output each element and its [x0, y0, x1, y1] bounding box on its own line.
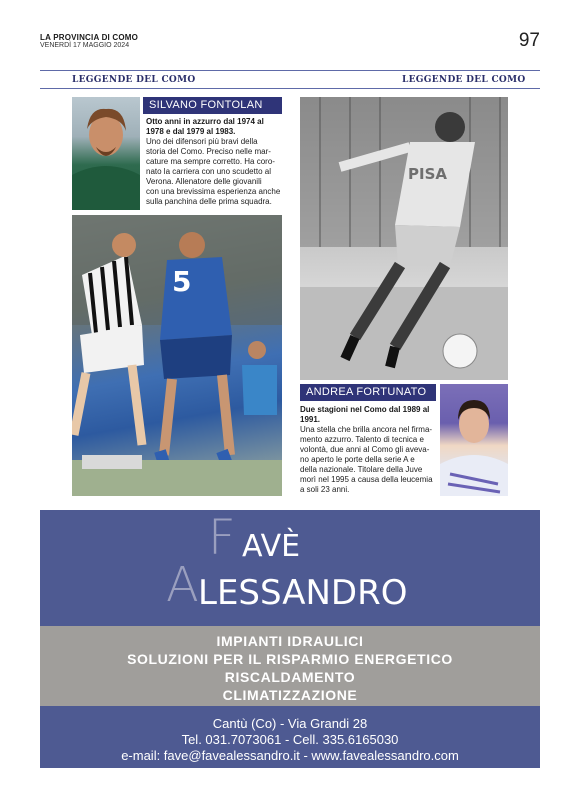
match-action-illustration — [72, 215, 282, 496]
fontolan-text-line: sulla panchina delle prima squadra. — [146, 197, 272, 206]
fortunato-text-line: a soli 23 anni. — [300, 485, 350, 494]
ad-phones: Tel. 031.7073061 - Cell. 335.6165030 — [181, 732, 399, 747]
fontolan-subtitle-line: Otto anni in azzurro dal 1974 al — [146, 117, 264, 126]
top-rule — [40, 70, 540, 71]
section-rule — [40, 88, 540, 89]
fontolan-portrait-photo — [72, 97, 140, 210]
fortunato-text-line: morì nel 1995 a causa della leucemia — [300, 475, 433, 484]
ad-service-line: CLIMATIZZAZIONE — [222, 687, 358, 703]
fontolan-text-line: cature ma sempre corretto. Ha coro- — [146, 157, 275, 166]
fontolan-text-line: Uno dei difensori più bravi della — [146, 137, 258, 146]
fontolan-subtitle-line: 1978 e dal 1979 al 1983. — [146, 127, 236, 136]
fortunato-text-line: Una stella che brilla ancora nel firma- — [300, 425, 433, 434]
portrait-illustration — [440, 384, 508, 496]
fortunato-text-line: della nazionale. Titolare della Juve — [300, 465, 423, 474]
fortunato-portrait-photo — [440, 384, 508, 496]
fontolan-text-line: storia del Como. Preciso nelle mar- — [146, 147, 271, 156]
ad-logo-word-lessandro: LESSANDRO — [198, 573, 408, 613]
fortunato-action-photo — [300, 97, 508, 380]
fortunato-action-illustration — [300, 97, 508, 380]
fontolan-text-line: Verona. Allenatore delle giovanili — [146, 177, 262, 186]
fortunato-bio — [300, 405, 440, 495]
ad-service-line: RISCALDAMENTO — [224, 669, 356, 685]
fortunato-text-line: mento azzurro. Talento di tecnica e — [300, 435, 424, 444]
fortunato-text-line: volontà, due anni al Como gli aveva- — [300, 445, 430, 454]
publication-name: LA PROVINCIA DI COMO — [40, 33, 139, 42]
ad-logo-letter-f: F — [208, 510, 236, 566]
issue-date: VENERDÌ 17 MAGGIO 2024 — [40, 42, 130, 49]
ad-logo-word-ave: AVÈ — [242, 529, 301, 564]
portrait-illustration — [72, 97, 140, 210]
fontolan-name-bar: SILVANO FONTOLAN — [143, 97, 282, 114]
ad-service-line: IMPIANTI IDRAULICI — [216, 633, 364, 649]
fontolan-bio — [146, 117, 286, 207]
section-label-right: LEGGENDE DEL COMO — [402, 75, 526, 85]
shirt-sponsor: PISA — [408, 165, 447, 183]
ad-logo-letter-a: A — [166, 557, 199, 613]
ad-address: Cantù (Co) - Via Grandi 28 — [212, 716, 368, 731]
fontolan-text-line: con una brevissima esperienza anche — [146, 187, 281, 196]
fortunato-name-bar: ANDREA FORTUNATO — [300, 384, 436, 401]
section-label-left: LEGGENDE DEL COMO — [72, 75, 196, 85]
fontolan-text-line: nato la carriera con uno scudetto al — [146, 167, 271, 176]
fortunato-subtitle-line: 1991. — [300, 415, 321, 424]
shirt-number: 5 — [172, 265, 192, 298]
fortunato-subtitle-line: Due stagioni nel Como dal 1989 al — [300, 405, 430, 414]
ad-service-line: SOLUZIONI PER IL RISPARMIO ENERGETICO — [127, 651, 453, 667]
match-action-photo — [72, 215, 282, 496]
page-number: 97 — [518, 30, 540, 51]
ad-web-contacts: e-mail: fave@favealessandro.it - www.favealessandro.com — [121, 748, 459, 763]
fortunato-text-line: no aperto le porte della serie A e — [300, 455, 415, 464]
